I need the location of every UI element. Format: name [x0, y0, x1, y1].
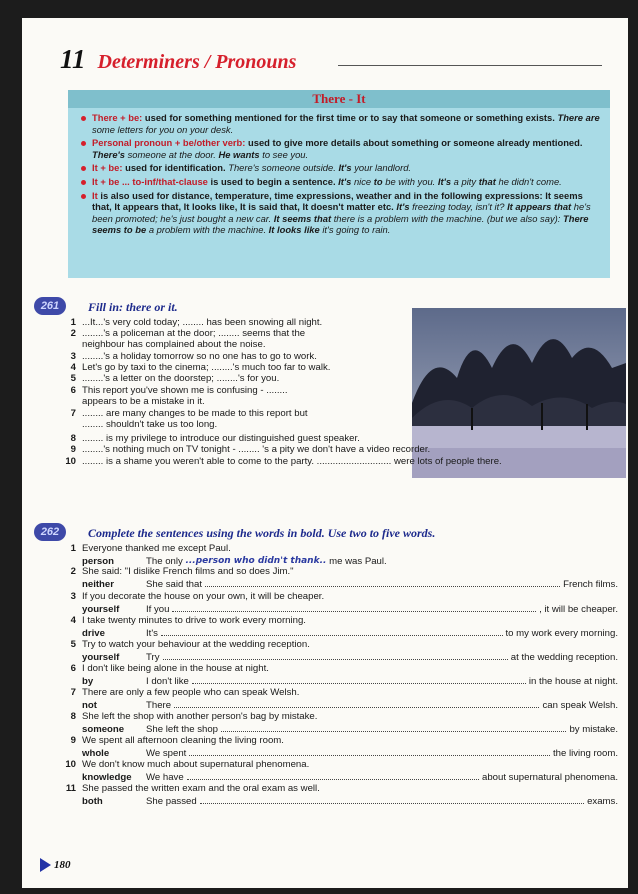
key-word: yourself	[82, 604, 120, 615]
key-word: by	[82, 676, 94, 687]
list-item: 5 ........'s a letter on the doorstep; ........'s for you.	[70, 373, 280, 384]
list-item: 4 Let's go by taxi to the cinema; ........'s much too far to walk.	[70, 362, 331, 373]
key-word: drive	[82, 628, 105, 639]
list-item: 2 She said: "I dislike French films and so does Jim."	[70, 566, 294, 577]
unit-title: Determiners / Pronouns	[97, 51, 297, 73]
list-item: 1 ...It...'s very cold today; ........ has been snowing all night.	[70, 317, 323, 328]
sample-answer: ...person who didn't thank..	[185, 556, 327, 566]
list-item: neighbour has complained about the noise.	[82, 339, 266, 350]
key-word: not	[82, 700, 97, 711]
rule-there-be: There + be: used for something mentioned for the first time or to say that someone or something exists. There are some letters for you on your desk.	[78, 112, 604, 135]
key-word: whole	[82, 748, 110, 759]
list-item: 2 ........'s a policeman at the door; ........ seems that the	[70, 328, 306, 339]
key-word: person	[82, 556, 114, 567]
answer-line[interactable]: Try at the wedding reception.	[146, 652, 618, 663]
list-item: 8 ........ is my privilege to introduce our distinguished guest speaker.	[70, 433, 360, 444]
answer-line[interactable]: We spent the living room.	[146, 748, 618, 759]
list-item: 11 She passed the written exam and the oral exam as well.	[65, 783, 320, 794]
arrow-marker-icon	[40, 858, 51, 872]
grammar-rules	[78, 112, 604, 238]
unit-number: 11	[60, 44, 86, 74]
winter-trees-photo	[412, 308, 626, 478]
rule-personal-pronoun: Personal pronoun + be/other verb: used to give more details about something or someone already mentioned. There's someone at the door. He wants to see you.	[78, 137, 604, 160]
list-item: 7 ........ are many changes to be made to this report but	[70, 408, 308, 419]
key-word: both	[82, 796, 103, 807]
page-number: 180	[54, 859, 71, 871]
answer-line[interactable]: She said that French films.	[146, 579, 618, 590]
list-item: 9 ........'s nothing much on TV tonight - ........ 's a pity we don't have a video recorder.	[70, 444, 431, 455]
unit-header	[60, 44, 296, 75]
exercise-261-badge: 261	[34, 297, 66, 315]
answer-line[interactable]: If you , it will be cheaper.	[146, 604, 618, 615]
list-item: 1 Everyone thanked me except Paul.	[70, 543, 231, 554]
answer-line[interactable]: I don't like in the house at night.	[146, 676, 618, 687]
exercise-261-instruction: Fill in: there or it.	[88, 300, 178, 314]
key-word: knowledge	[82, 772, 132, 783]
answer-line[interactable]: We have about supernatural phenomena.	[146, 772, 618, 783]
list-item: 7 There are only a few people who can speak Welsh.	[70, 687, 300, 698]
list-item: 9 We spent all afternoon cleaning the living room.	[70, 735, 284, 746]
list-item: 6 This report you've shown me is confusing - ........	[70, 385, 288, 396]
list-item: 6 I don't like being alone in the house at night.	[70, 663, 269, 674]
list-item: 4 I take twenty minutes to drive to work every morning.	[70, 615, 306, 626]
key-word: yourself	[82, 652, 120, 663]
list-item: appears to be a mistake in it.	[82, 396, 205, 407]
grammar-box-title: There - It	[312, 91, 366, 106]
header-rule	[338, 65, 602, 66]
textbook-page	[22, 18, 628, 888]
grammar-box	[68, 90, 610, 278]
key-word: neither	[82, 579, 114, 590]
list-item: 10 We don't know much about supernatural phenomena.	[65, 759, 310, 770]
answer-line[interactable]: She passed exams.	[146, 796, 618, 807]
answer-line: The only ...person who didn't thank.. me was Paul.	[146, 556, 387, 567]
key-word: someone	[82, 724, 125, 735]
page-footer	[40, 858, 71, 872]
answer-line[interactable]: It's to my work every morning.	[146, 628, 618, 639]
list-item: 3 If you decorate the house on your own, it will be cheaper.	[70, 591, 325, 602]
list-item: 3 ........'s a holiday tomorrow so no one has to go to work.	[70, 351, 317, 362]
exercise-262-badge: 262	[34, 523, 66, 541]
list-item: 10 ........ is a shame you weren't able to come to the party. ............................ were lots of people there.	[65, 456, 502, 467]
rule-it-be: It + be: used for identification. There's someone outside. It's your landlord.	[78, 162, 604, 174]
rule-it-be-to-inf: It + be ... to-inf/that-clause is used to begin a sentence. It's nice to be with you. It's a pity that he didn't come.	[78, 176, 604, 188]
list-item: 5 Try to watch your behaviour at the wedding reception.	[70, 639, 310, 650]
list-item: 8 She left the shop with another person's bag by mistake.	[70, 711, 318, 722]
rule-it-distance: It is also used for distance, temperature, time expressions, weather and in the following expressions: It seems that, It appears that, It looks like, It is said that, It doesn't matter etc. It's freezing today, isn't it? It appears that he's been promoted; he's just bought a new car. It seems that there is a problem with the machine. (but we also say): There seems to be a problem with the machine. It looks like it's going to rain.	[78, 190, 604, 236]
answer-line[interactable]: She left the shop by mistake.	[146, 724, 618, 735]
answer-line[interactable]: There can speak Welsh.	[146, 700, 618, 711]
exercise-262-instruction: Complete the sentences using the words in bold. Use two to five words.	[88, 526, 436, 540]
list-item: ........ shouldn't take us too long.	[82, 419, 218, 430]
